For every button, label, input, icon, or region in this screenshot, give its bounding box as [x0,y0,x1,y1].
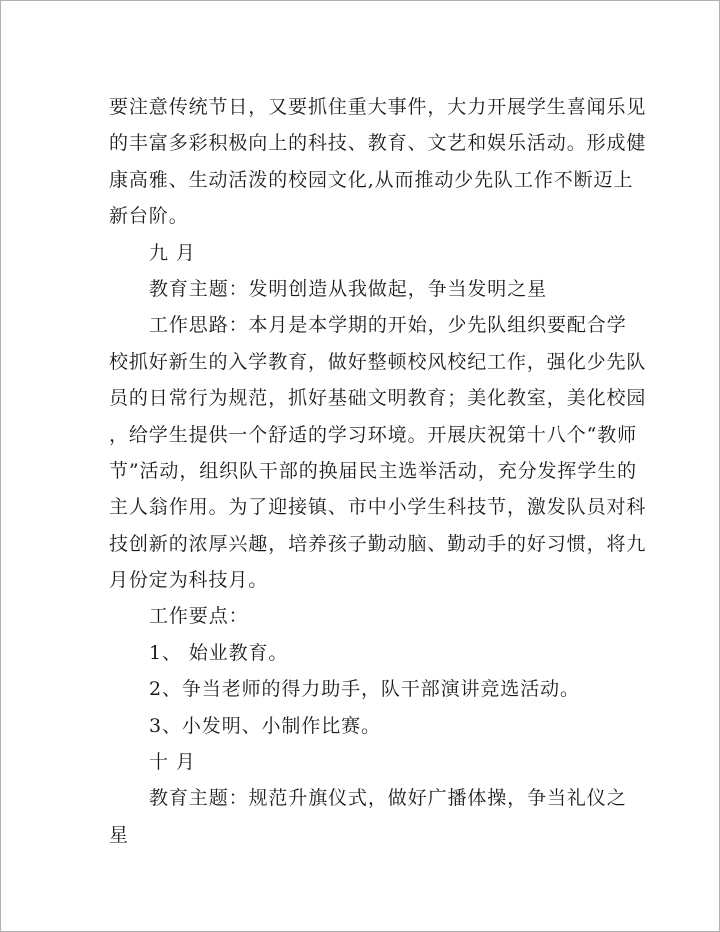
education-theme-september: 教育主题：发明创造从我做起，争当发明之星 [149,277,548,300]
text-line: 校抓好新生的入学教育，做好整顿校风校纪工作，强化少先队 [109,350,647,373]
text-line: 要注意传统节日，又要抓住重大事件，大力开展学生喜闻乐见 [109,96,647,118]
text-line: 新台阶。 [109,205,189,228]
text-line: 星 [109,823,129,846]
work-points-heading: 工作要点： [149,605,249,628]
text-line: 节”活动，组织队干部的换届民主选举活动，充分发挥学生的 [109,459,638,482]
text-line: ，给学生提供一个舒适的学习环境。开展庆祝第十八个“教师 [109,423,638,446]
text-line: 康高雅、生动活泼的校园文化,从而推动少先队工作不断迈上 [109,168,634,191]
education-theme-october: 教育主题：规范升旗仪式，做好广播体操，争当礼仪之 [149,787,627,810]
list-item: 2、争当老师的得力助手，队干部演讲竞选活动。 [149,678,580,701]
list-item: 3、小发明、小制作比赛。 [149,714,381,737]
text-line: 技创新的浓厚兴趣，培养孩子勤动脑、勤动手的好习惯，将九 [109,532,647,555]
text-line: 主人翁作用。为了迎接镇、市中小学生科技节，激发队员对科 [109,496,647,519]
text-line: 员的日常行为规范，抓好基础文明教育；美化教室，美化校园 [109,387,647,410]
document-body [109,89,647,853]
text-line: 的丰富多彩积极向上的科技、教育、文艺和娱乐活动。形成健 [109,132,647,155]
text-line: 月份定为科技月。 [109,569,269,592]
list-item: 1、 始业教育。 [149,641,289,664]
section-heading-september: 九 月 [149,241,196,264]
work-idea-paragraph: 工作思路：本月是本学期的开始，少先队组织要配合学 [149,314,627,337]
section-heading-october: 十 月 [149,751,196,774]
